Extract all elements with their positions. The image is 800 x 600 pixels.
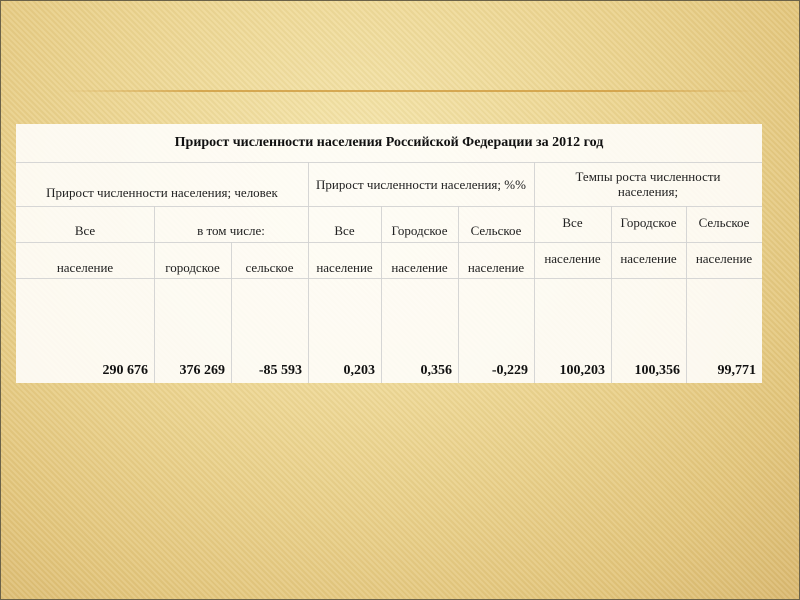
subheader-population: население (467, 259, 525, 275)
subheader-population: население (620, 250, 677, 266)
group-header-persons: Прирост численности населения; человек (46, 184, 278, 200)
subheader-all-growth: Все (562, 214, 583, 230)
subheader-all-percent: Все (334, 222, 355, 238)
subheader-population: население (391, 259, 448, 275)
population-table (16, 124, 762, 383)
value-cell: 99,771 (717, 362, 756, 378)
subheader-population: население (56, 259, 114, 275)
grid-line (16, 162, 762, 163)
subheader-all-persons: Все (74, 222, 96, 238)
subheader-population: население (544, 250, 601, 266)
table-title: Прирост численности населения Российской Федерации за 2012 год (174, 134, 604, 150)
grid-line (16, 242, 762, 243)
value-cell: 290 676 (102, 362, 148, 378)
subheader-rural-persons: сельское (245, 259, 294, 275)
value-cell: 0,203 (343, 362, 375, 378)
value-cell: 376 269 (179, 362, 225, 378)
subheader-rural-growth: Сельское (698, 214, 750, 230)
subheader-population: население (695, 250, 753, 266)
subheader-rural-percent: Сельское (470, 222, 522, 238)
value-cell: 100,356 (634, 362, 680, 378)
value-cell: -0,229 (491, 362, 528, 378)
group-header-percent: Прирост численности населения; %% (316, 176, 526, 192)
group-header-growth: Темпы роста численности населения; (575, 169, 721, 199)
subheader-urban-persons: городское (165, 259, 220, 275)
value-cell: -85 593 (258, 362, 302, 378)
subheader-including: в том числе: (197, 222, 265, 238)
value-cell: 0,356 (420, 362, 452, 378)
value-cell: 100,203 (559, 362, 605, 378)
subheader-urban-growth: Городское (620, 214, 677, 230)
subheader-urban-percent: Городское (391, 222, 448, 238)
decorative-divider (60, 90, 760, 92)
subheader-population: население (316, 259, 373, 275)
